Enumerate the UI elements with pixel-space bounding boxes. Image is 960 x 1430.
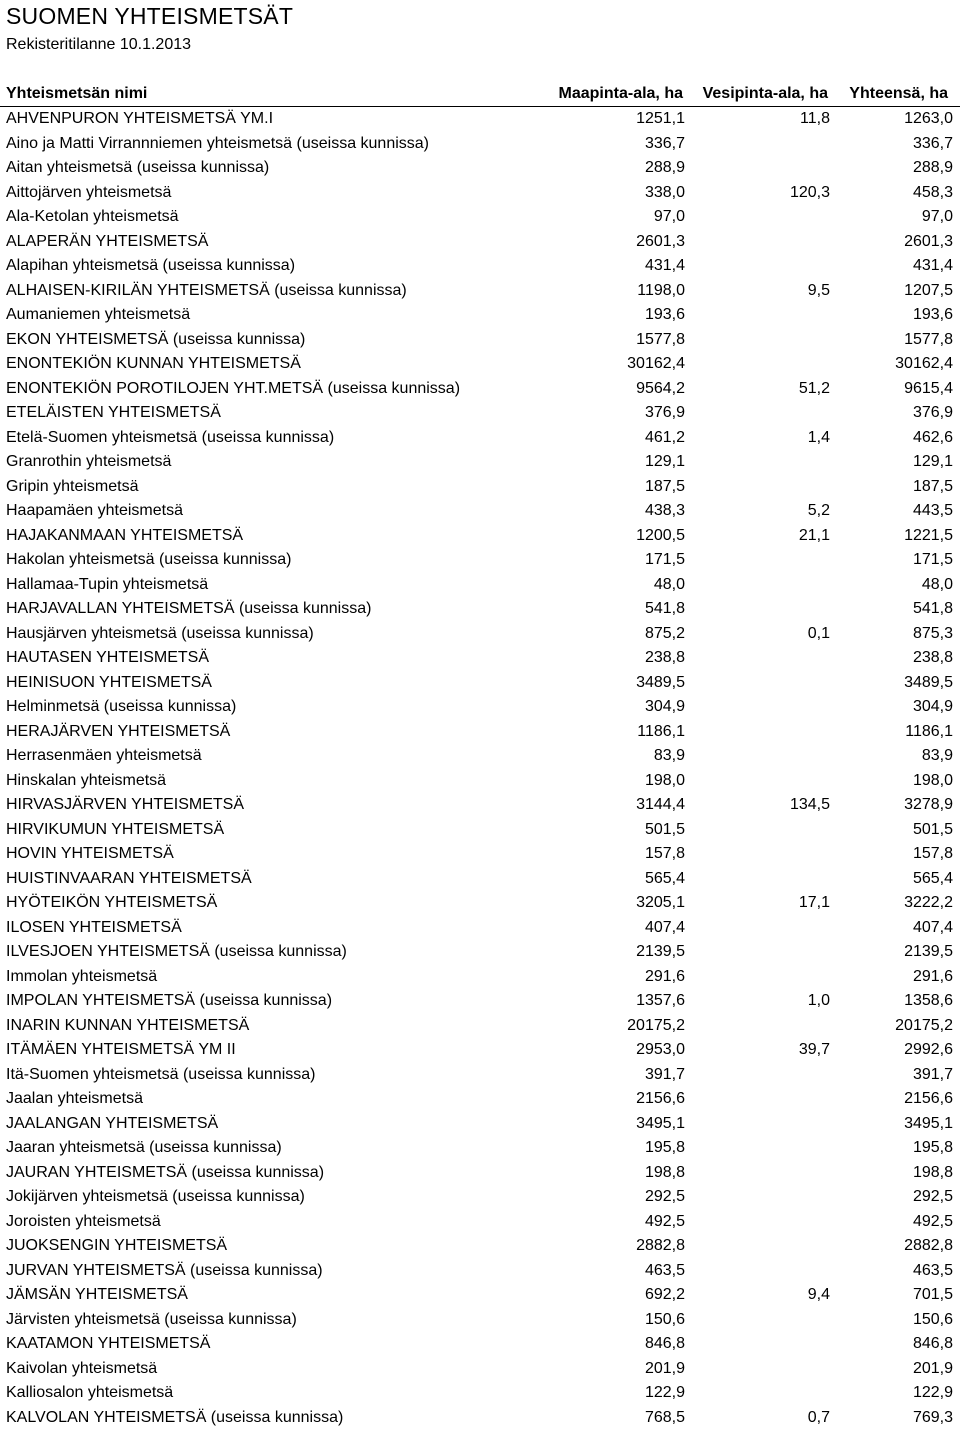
cell-land-area: 122,9 — [645, 1381, 685, 1406]
cell-land-area: 2601,3 — [636, 230, 685, 255]
cell-name: AHVENPURON YHTEISMETSÄ YM.I — [6, 107, 273, 132]
cell-land-area: 391,7 — [645, 1063, 685, 1088]
cell-land-area: 1198,0 — [637, 279, 685, 304]
table-row — [0, 426, 960, 451]
cell-total-area: 9615,4 — [904, 377, 953, 402]
cell-land-area: 875,2 — [645, 622, 685, 647]
cell-name: Helminmetsä (useissa kunnissa) — [6, 695, 236, 720]
cell-water-area: 1,4 — [808, 426, 830, 451]
cell-water-area: 9,5 — [808, 279, 830, 304]
table-row — [0, 916, 960, 941]
cell-total-area: 443,5 — [913, 499, 953, 524]
cell-total-area: 2882,8 — [904, 1234, 953, 1259]
cell-total-area: 171,5 — [913, 548, 953, 573]
cell-total-area: 463,5 — [913, 1259, 953, 1284]
cell-water-area: 11,8 — [800, 107, 830, 132]
cell-water-area: 39,7 — [799, 1038, 830, 1063]
cell-name: Hausjärven yhteismetsä (useissa kunnissa) — [6, 622, 314, 647]
cell-total-area: 458,3 — [913, 181, 953, 206]
cell-name: Joroisten yhteismetsä — [6, 1210, 161, 1235]
table-row — [0, 1381, 960, 1406]
cell-total-area: 407,4 — [913, 916, 953, 941]
cell-land-area: 288,9 — [645, 156, 685, 181]
cell-total-area: 122,9 — [913, 1381, 953, 1406]
cell-name: HYÖTEIKÖN YHTEISMETSÄ — [6, 891, 217, 916]
table-row — [0, 1038, 960, 1063]
cell-land-area: 157,8 — [645, 842, 685, 867]
cell-total-area: 3495,1 — [904, 1112, 953, 1137]
table-row — [0, 303, 960, 328]
table-row — [0, 744, 960, 769]
cell-water-area: 134,5 — [790, 793, 830, 818]
table-row — [0, 573, 960, 598]
cell-name: Ala-Ketolan yhteismetsä — [6, 205, 179, 230]
cell-land-area: 48,0 — [654, 573, 685, 598]
cell-total-area: 238,8 — [913, 646, 953, 671]
cell-land-area: 97,0 — [654, 205, 685, 230]
table-row — [0, 1161, 960, 1186]
cell-name: HARJAVALLAN YHTEISMETSÄ (useissa kunnissa) — [6, 597, 371, 622]
table-body — [0, 107, 960, 1430]
cell-total-area: 846,8 — [913, 1332, 953, 1357]
cell-name: Aino ja Matti Virrannniemen yhteismetsä (useissa kunnissa) — [6, 132, 429, 157]
cell-total-area: 391,7 — [913, 1063, 953, 1088]
cell-land-area: 336,7 — [645, 132, 685, 157]
cell-total-area: 376,9 — [913, 401, 953, 426]
cell-total-area: 1263,0 — [904, 107, 953, 132]
cell-land-area: 20175,2 — [627, 1014, 685, 1039]
table-row — [0, 597, 960, 622]
table-row — [0, 1185, 960, 1210]
cell-name: HAUTASEN YHTEISMETSÄ — [6, 646, 209, 671]
cell-name: Kaivolan yhteismetsä — [6, 1357, 157, 1382]
cell-land-area: 30162,4 — [627, 352, 685, 377]
table-row — [0, 1063, 960, 1088]
cell-name: JUOKSENGIN YHTEISMETSÄ — [6, 1234, 227, 1259]
cell-land-area: 407,4 — [645, 916, 685, 941]
cell-land-area: 3495,1 — [636, 1112, 685, 1137]
table-row — [0, 1332, 960, 1357]
cell-total-area: 1221,5 — [904, 524, 953, 549]
cell-land-area: 195,8 — [645, 1136, 685, 1161]
cell-name: JÄMSÄN YHTEISMETSÄ — [6, 1283, 188, 1308]
cell-name: Etelä-Suomen yhteismetsä (useissa kunnissa) — [6, 426, 334, 451]
table-row — [0, 181, 960, 206]
table-row — [0, 1283, 960, 1308]
table-row — [0, 328, 960, 353]
table-row — [0, 965, 960, 990]
table-row — [0, 475, 960, 500]
table-row — [0, 769, 960, 794]
cell-name: Herrasenmäen yhteismetsä — [6, 744, 202, 769]
cell-total-area: 3489,5 — [904, 671, 953, 696]
cell-name: JURVAN YHTEISMETSÄ (useissa kunnissa) — [6, 1259, 323, 1284]
document-subtitle: Rekisteritilanne 10.1.2013 — [6, 34, 191, 56]
cell-total-area: 83,9 — [922, 744, 953, 769]
cell-land-area: 431,4 — [645, 254, 685, 279]
cell-total-area: 150,6 — [913, 1308, 953, 1333]
cell-total-area: 195,8 — [913, 1136, 953, 1161]
cell-total-area: 541,8 — [913, 597, 953, 622]
cell-name: HAJAKANMAAN YHTEISMETSÄ — [6, 524, 243, 549]
cell-total-area: 198,8 — [913, 1161, 953, 1186]
cell-total-area: 336,7 — [913, 132, 953, 157]
cell-total-area: 565,4 — [913, 867, 953, 892]
cell-total-area: 157,8 — [913, 842, 953, 867]
cell-total-area: 769,3 — [913, 1406, 953, 1430]
table-row — [0, 842, 960, 867]
cell-total-area: 292,5 — [913, 1185, 953, 1210]
cell-total-area: 97,0 — [922, 205, 953, 230]
cell-name: Kalliosalon yhteismetsä — [6, 1381, 173, 1406]
table-row — [0, 1259, 960, 1284]
cell-total-area: 1207,5 — [904, 279, 953, 304]
cell-total-area: 1186,1 — [905, 720, 953, 745]
cell-total-area: 288,9 — [913, 156, 953, 181]
cell-land-area: 1200,5 — [636, 524, 685, 549]
table-row — [0, 622, 960, 647]
cell-name: IMPOLAN YHTEISMETSÄ (useissa kunnissa) — [6, 989, 332, 1014]
cell-total-area: 701,5 — [913, 1283, 953, 1308]
cell-total-area: 187,5 — [913, 475, 953, 500]
cell-land-area: 3144,4 — [636, 793, 685, 818]
table-row — [0, 499, 960, 524]
cell-land-area: 338,0 — [645, 181, 685, 206]
cell-name: JAURAN YHTEISMETSÄ (useissa kunnissa) — [6, 1161, 324, 1186]
cell-name: ETELÄISTEN YHTEISMETSÄ — [6, 401, 221, 426]
cell-name: Aitan yhteismetsä (useissa kunnissa) — [6, 156, 269, 181]
cell-land-area: 2953,0 — [636, 1038, 685, 1063]
cell-name: Granrothin yhteismetsä — [6, 450, 171, 475]
cell-name: ALHAISEN-KIRILÄN YHTEISMETSÄ (useissa kunnissa) — [6, 279, 407, 304]
cell-land-area: 492,5 — [645, 1210, 685, 1235]
cell-total-area: 201,9 — [913, 1357, 953, 1382]
cell-name: HOVIN YHTEISMETSÄ — [6, 842, 174, 867]
cell-total-area: 2601,3 — [904, 230, 953, 255]
table-row — [0, 254, 960, 279]
table-row — [0, 1357, 960, 1382]
cell-total-area: 2156,6 — [904, 1087, 953, 1112]
cell-land-area: 292,5 — [645, 1185, 685, 1210]
cell-total-area: 30162,4 — [895, 352, 953, 377]
table-row — [0, 524, 960, 549]
cell-land-area: 692,2 — [645, 1283, 685, 1308]
cell-total-area: 304,9 — [913, 695, 953, 720]
cell-total-area: 129,1 — [913, 450, 953, 475]
cell-water-area: 21,1 — [799, 524, 830, 549]
table-row — [0, 156, 960, 181]
cell-total-area: 462,6 — [913, 426, 953, 451]
table-row — [0, 793, 960, 818]
cell-name: Alapihan yhteismetsä (useissa kunnissa) — [6, 254, 295, 279]
cell-land-area: 1577,8 — [636, 328, 685, 353]
cell-name: HIRVASJÄRVEN YHTEISMETSÄ — [6, 793, 244, 818]
cell-total-area: 501,5 — [913, 818, 953, 843]
document-title: SUOMEN YHTEISMETSÄT — [6, 2, 293, 30]
cell-name: Aittojärven yhteismetsä — [6, 181, 171, 206]
cell-land-area: 501,5 — [645, 818, 685, 843]
cell-water-area: 0,7 — [808, 1406, 830, 1430]
cell-name: Itä-Suomen yhteismetsä (useissa kunnissa) — [6, 1063, 315, 1088]
table-header — [0, 82, 960, 107]
cell-name: Immolan yhteismetsä — [6, 965, 157, 990]
table-row — [0, 1406, 960, 1430]
cell-water-area: 1,0 — [808, 989, 830, 1014]
cell-water-area: 9,4 — [808, 1283, 830, 1308]
cell-name: Järvisten yhteismetsä (useissa kunnissa) — [6, 1308, 297, 1333]
cell-land-area: 565,4 — [645, 867, 685, 892]
cell-land-area: 2882,8 — [636, 1234, 685, 1259]
cell-water-area: 17,1 — [799, 891, 830, 916]
cell-total-area: 3222,2 — [904, 891, 953, 916]
cell-name: KALVOLAN YHTEISMETSÄ (useissa kunnissa) — [6, 1406, 343, 1430]
cell-land-area: 198,8 — [645, 1161, 685, 1186]
cell-name: KAATAMON YHTEISMETSÄ — [6, 1332, 210, 1357]
cell-total-area: 198,0 — [913, 769, 953, 794]
table-row — [0, 646, 960, 671]
cell-name: HEINISUON YHTEISMETSÄ — [6, 671, 212, 696]
cell-name: Aumaniemen yhteismetsä — [6, 303, 190, 328]
table-row — [0, 1136, 960, 1161]
cell-water-area: 120,3 — [790, 181, 830, 206]
cell-name: ENONTEKIÖN POROTILOJEN YHT.METSÄ (useissa kunnissa) — [6, 377, 460, 402]
cell-name: Haapamäen yhteismetsä — [6, 499, 183, 524]
header-name: Yhteismetsän nimi — [6, 82, 147, 106]
table-row — [0, 450, 960, 475]
table-row — [0, 1234, 960, 1259]
cell-total-area: 3278,9 — [904, 793, 953, 818]
cell-name: ENONTEKIÖN KUNNAN YHTEISMETSÄ — [6, 352, 301, 377]
cell-land-area: 438,3 — [645, 499, 685, 524]
table-row — [0, 695, 960, 720]
cell-land-area: 2139,5 — [636, 940, 685, 965]
cell-land-area: 3205,1 — [636, 891, 685, 916]
table-row — [0, 401, 960, 426]
cell-land-area: 541,8 — [645, 597, 685, 622]
cell-name: ITÄMÄEN YHTEISMETSÄ YM II — [6, 1038, 236, 1063]
cell-land-area: 9564,2 — [636, 377, 685, 402]
cell-land-area: 238,8 — [645, 646, 685, 671]
cell-land-area: 198,0 — [645, 769, 685, 794]
table-row — [0, 1087, 960, 1112]
cell-land-area: 3489,5 — [636, 671, 685, 696]
cell-land-area: 193,6 — [645, 303, 685, 328]
cell-total-area: 2992,6 — [904, 1038, 953, 1063]
cell-land-area: 376,9 — [645, 401, 685, 426]
cell-total-area: 431,4 — [913, 254, 953, 279]
table-row — [0, 377, 960, 402]
cell-name: Jaalan yhteismetsä — [6, 1087, 143, 1112]
table-row — [0, 205, 960, 230]
cell-land-area: 1251,1 — [636, 107, 685, 132]
table-row — [0, 940, 960, 965]
cell-land-area: 150,6 — [645, 1308, 685, 1333]
table-row — [0, 548, 960, 573]
cell-land-area: 463,5 — [645, 1259, 685, 1284]
cell-land-area: 1357,6 — [636, 989, 685, 1014]
table-row — [0, 720, 960, 745]
cell-total-area: 1577,8 — [904, 328, 953, 353]
cell-land-area: 846,8 — [645, 1332, 685, 1357]
cell-name: HUISTINVAARAN YHTEISMETSÄ — [6, 867, 252, 892]
cell-total-area: 48,0 — [922, 573, 953, 598]
header-land-area: Maapinta-ala, ha — [559, 82, 683, 106]
cell-total-area: 875,3 — [913, 622, 953, 647]
cell-total-area: 291,6 — [913, 965, 953, 990]
cell-water-area: 0,1 — [808, 622, 830, 647]
cell-land-area: 187,5 — [645, 475, 685, 500]
table-row — [0, 230, 960, 255]
cell-land-area: 2156,6 — [636, 1087, 685, 1112]
cell-name: INARIN KUNNAN YHTEISMETSÄ — [6, 1014, 249, 1039]
cell-land-area: 304,9 — [645, 695, 685, 720]
table-row — [0, 989, 960, 1014]
table-row — [0, 352, 960, 377]
cell-name: Hinskalan yhteismetsä — [6, 769, 166, 794]
header-total-area: Yhteensä, ha — [849, 82, 948, 106]
table-row — [0, 1112, 960, 1137]
table-row — [0, 818, 960, 843]
cell-total-area: 492,5 — [913, 1210, 953, 1235]
cell-name: ILVESJOEN YHTEISMETSÄ (useissa kunnissa) — [6, 940, 347, 965]
cell-total-area: 193,6 — [913, 303, 953, 328]
cell-land-area: 171,5 — [645, 548, 685, 573]
table-row — [0, 1308, 960, 1333]
cell-land-area: 1186,1 — [637, 720, 685, 745]
cell-name: Gripin yhteismetsä — [6, 475, 139, 500]
cell-name: HERAJÄRVEN YHTEISMETSÄ — [6, 720, 230, 745]
cell-total-area: 20175,2 — [895, 1014, 953, 1039]
table-row — [0, 1210, 960, 1235]
cell-total-area: 1358,6 — [904, 989, 953, 1014]
cell-land-area: 83,9 — [654, 744, 685, 769]
cell-name: HIRVIKUMUN YHTEISMETSÄ — [6, 818, 224, 843]
cell-land-area: 129,1 — [645, 450, 685, 475]
table-row — [0, 132, 960, 157]
table-row — [0, 1014, 960, 1039]
cell-name: Jokijärven yhteismetsä (useissa kunnissa) — [6, 1185, 305, 1210]
cell-name: Jaaran yhteismetsä (useissa kunnissa) — [6, 1136, 282, 1161]
cell-name: ALAPERÄN YHTEISMETSÄ — [6, 230, 208, 255]
cell-land-area: 201,9 — [645, 1357, 685, 1382]
table-row — [0, 671, 960, 696]
table-row — [0, 867, 960, 892]
cell-water-area: 51,2 — [799, 377, 830, 402]
cell-name: Hallamaa-Tupin yhteismetsä — [6, 573, 208, 598]
header-water-area: Vesipinta-ala, ha — [703, 82, 828, 106]
cell-land-area: 291,6 — [645, 965, 685, 990]
cell-water-area: 5,2 — [808, 499, 830, 524]
cell-total-area: 2139,5 — [904, 940, 953, 965]
cell-land-area: 461,2 — [645, 426, 685, 451]
cell-name: Hakolan yhteismetsä (useissa kunnissa) — [6, 548, 291, 573]
cell-name: ILOSEN YHTEISMETSÄ — [6, 916, 182, 941]
cell-name: EKON YHTEISMETSÄ (useissa kunnissa) — [6, 328, 305, 353]
cell-name: JAALANGAN YHTEISMETSÄ — [6, 1112, 218, 1137]
cell-land-area: 768,5 — [645, 1406, 685, 1430]
table-row — [0, 891, 960, 916]
table-row — [0, 107, 960, 132]
table-row — [0, 279, 960, 304]
